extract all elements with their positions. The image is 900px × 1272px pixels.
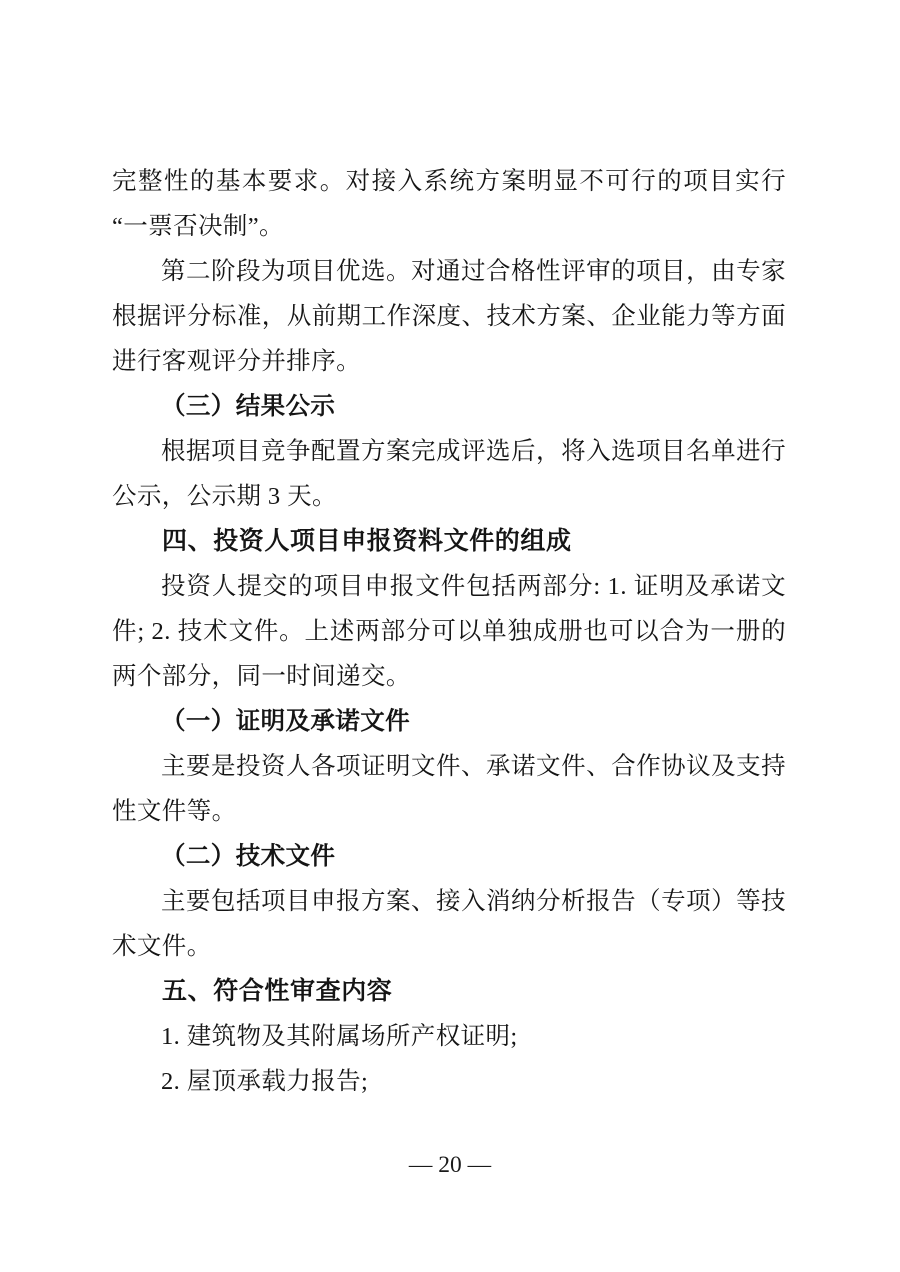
subsection-heading-result-publicity: （三）结果公示	[161, 393, 336, 420]
paragraph-publicity-period: 根据项目竞争配置方案完成评选后，将入选项目名单进行公示，公示期 3 天。	[112, 438, 786, 510]
paragraph-certificates-detail: 主要是投资人各项证明文件、承诺文件、合作协议及支持性文件等。	[112, 753, 786, 825]
list-item-property-certificate: 1. 建筑物及其附属场所产权证明;	[161, 1023, 518, 1050]
list-item-roof-load-report: 2. 屋顶承载力报告;	[161, 1068, 369, 1095]
paragraph-document-parts: 投资人提交的项目申报文件包括两部分: 1. 证明及承诺文件; 2. 技术文件。上述两部分可以单独成册也可以合为一册的两个部分，同一时间递交。	[112, 573, 786, 690]
section-heading-5-compliance-review: 五、符合性审查内容	[162, 977, 393, 1005]
document-body	[112, 159, 786, 1104]
paragraph-stage-two: 第二阶段为项目优选。对通过合格性评审的项目，由专家根据评分标准，从前期工作深度、技术方案、企业能力等方面进行客观评分并排序。	[112, 258, 786, 375]
page-number-footer	[0, 1148, 900, 1182]
subsection-heading-technical-files: （二）技术文件	[161, 843, 336, 870]
subsection-heading-certificates: （一）证明及承诺文件	[161, 708, 410, 735]
paragraph-continuation: 完整性的基本要求。对接入系统方案明显不可行的项目实行“一票否决制”。	[112, 168, 786, 240]
paragraph-technical-detail: 主要包括项目申报方案、接入消纳分析报告（专项）等技术文件。	[112, 888, 786, 960]
section-heading-4-application-documents: 四、投资人项目申报资料文件的组成	[162, 527, 572, 555]
page-number-label: — 20 —	[408, 1152, 492, 1178]
